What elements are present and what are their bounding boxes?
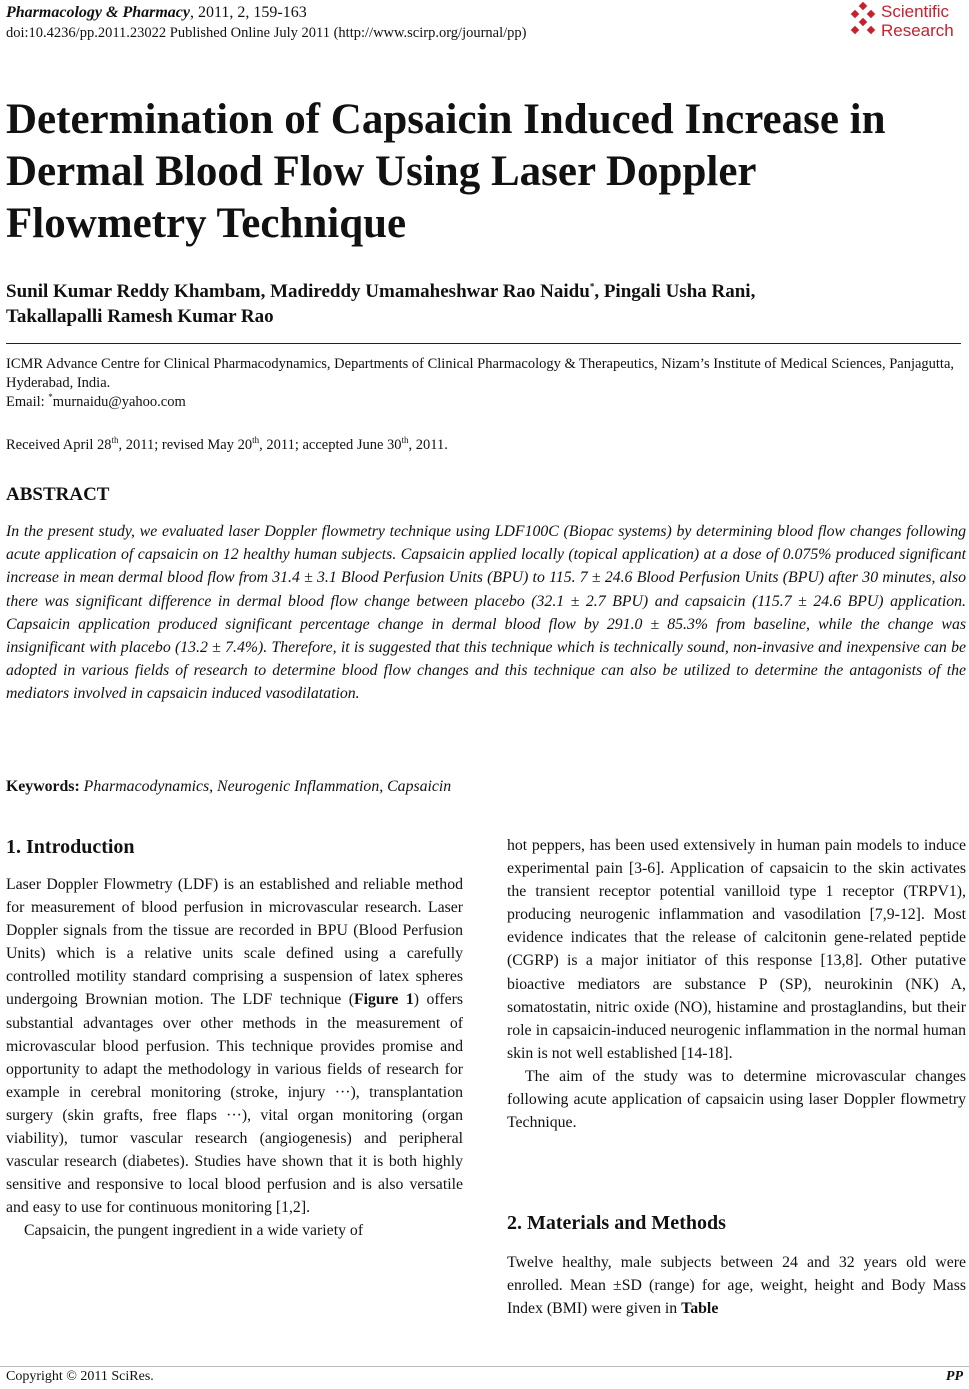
figure-1-link[interactable]: Figure 1 bbox=[353, 991, 414, 1009]
footer-copyright: Copyright © 2011 SciRes. bbox=[6, 1369, 154, 1384]
logo-line-1: Scientific bbox=[881, 2, 950, 21]
keywords-list: Pharmacodynamics, Neurogenic Inflammation, Capsaicin bbox=[83, 778, 452, 795]
section-heading-materials-methods: 2. Materials and Methods bbox=[507, 1212, 726, 1234]
corresponding-mark: * bbox=[589, 281, 595, 292]
right-column bbox=[507, 834, 966, 1134]
methods-p1-text: Twelve healthy, male subjects between 24 and 32 years old were enrolled. Mean ±SD (range) for age, weight, height and Body Mass Index (BMI) were given in bbox=[507, 1254, 966, 1318]
email-address[interactable]: murnaidu@yahoo.com bbox=[52, 394, 186, 410]
received-dates bbox=[6, 436, 448, 455]
intro-paragraph-2: Capsaicin, the pungent ingredient in a wide variety of bbox=[24, 1222, 364, 1240]
author-names-2: , Pingali Usha Rani, bbox=[594, 281, 756, 302]
footer-divider bbox=[0, 1366, 969, 1367]
doi-line: doi:10.4236/pp.2011.23022 Published Online July 2011 (http://www.scirp.org/journal/pp) bbox=[6, 25, 527, 41]
table-link[interactable]: Table bbox=[681, 1300, 719, 1318]
abstract-heading: ABSTRACT bbox=[6, 484, 110, 505]
paper-title: Determination of Capsaicin Induced Increase in Dermal Blood Flow Using Laser Doppler Flowmetry Technique bbox=[6, 96, 886, 247]
accepted-sup: th bbox=[401, 435, 409, 446]
methods-column bbox=[507, 1251, 966, 1320]
affiliation-block bbox=[6, 355, 966, 412]
affiliation: ICMR Advance Centre for Clinical Pharmacodynamics, Departments of Clinical Pharmacology & Therapeutics, Nizam’s Institute of Medical Sciences, Panjagutta, Hyderabad, India. bbox=[6, 356, 955, 391]
publisher-logo-icon bbox=[847, 2, 879, 40]
intro-paragraph-1 bbox=[6, 873, 463, 1219]
journal-citation bbox=[6, 3, 307, 23]
author-line-1 bbox=[6, 279, 966, 304]
journal-name: Pharmacology & Pharmacy bbox=[6, 4, 190, 21]
author-names-1: Sunil Kumar Reddy Khambam, Madireddy Umamaheshwar Rao Naidu bbox=[6, 281, 590, 302]
accepted-year: , 2011. bbox=[408, 437, 448, 453]
section-heading-introduction: 1. Introduction bbox=[6, 836, 135, 858]
revised-date: , 2011; revised May 20 bbox=[118, 437, 253, 453]
keywords-line: Keywords: Pharmacodynamics, Neurogenic Inflammation, Capsaicin bbox=[6, 778, 452, 795]
received-date: Received April 28 bbox=[6, 437, 112, 453]
author-line-2: Takallapalli Ramesh Kumar Rao bbox=[6, 306, 274, 327]
author-list bbox=[6, 279, 966, 329]
methods-paragraph-1 bbox=[507, 1251, 966, 1320]
accepted-date: , 2011; accepted June 30 bbox=[259, 437, 402, 453]
footer-journal-abbr: PP bbox=[945, 1369, 963, 1384]
email-mark: * bbox=[48, 392, 53, 403]
email-label: Email: bbox=[6, 394, 49, 410]
received-sup: th bbox=[111, 435, 119, 446]
intro-paragraph-4: The aim of the study was to determine microvascular changes following acute application of capsaicin using laser Doppler flowmetry Technique. bbox=[507, 1067, 966, 1132]
revised-sup: th bbox=[252, 435, 260, 446]
title-divider bbox=[6, 343, 961, 344]
intro-p1-end: ) offers substantial advantages over other methods in the measurement of microvascular blood perfusion. This technique provides promise and opportunity to adapt the methodology in various fields of research for example in cerebral monitoring (stroke, injury ···), transplantation surgery (skin grafts, free flaps ···), vital organ monitoring (organ viability), tumor vascular research (angiogenesis) and peripheral vascular research (diabetes). Studies have shown that it is both highly sensitive and responsive to local blood perfusion and is also versatile and easy to use for continuous monitoring [1,2]. bbox=[6, 991, 463, 1217]
publisher-logo-text bbox=[881, 2, 954, 40]
intro-p1-start: Laser Doppler Flowmetry (LDF) is an established and reliable method for measurement of blood perfusion in microvascular research. Laser Doppler signals from the tissue are recorded in BPU (Blood Perfusion Units) which is a relative units scale defined using a carefully controlled motility standard comprising a suspension of latex spheres undergoing Brownian motion. The LDF technique ( bbox=[6, 876, 463, 1009]
introduction-column bbox=[6, 873, 463, 1243]
logo-line-2: Research bbox=[881, 21, 954, 40]
email-line bbox=[6, 393, 966, 412]
keywords-label: Keywords bbox=[6, 778, 75, 795]
intro-paragraph-3: hot peppers, has been used extensively in human pain models to induce experimental pain [3-6]. Application of capsaicin to the skin activates the transient receptor potential vanilloid type 1 receptor (TRPV1), producing neurogenic inflammation and vasodilation [7,9-12]. Most evidence indicates that the release of calcitonin gene-related peptide (CGRP) is a major initiator of this response [13,8]. Other putative bioactive mediators are substance P (SP), neurokinin (NK) A, somatostatin, nitric oxide (NO), histamine and prostaglandins, but their role in capsaicin-induced neurogenic inflammation in the normal human skin is not well established [14-18]. bbox=[507, 837, 966, 1062]
journal-volume: , 2011, 2, 159-163 bbox=[189, 4, 307, 21]
abstract-text: In the present study, we evaluated laser Doppler flowmetry technique using LDF100C (Biopac systems) by determining blood flow changes following acute application of capsaicin on 12 healthy human subjects. Capsaicin applied locally (topical application) at a dose of 0.075% produced significant increase in mean dermal blood flow from 31.4 ± 3.1 Blood Perfusion Units (BPU) to 115. 7 ± 24.6 Blood Perfusion Units (BPU) after 30 minutes, also there was significant difference in dermal blood flow change between placebo (32.1 ± 2.7 BPU) and capsaicin (115.7 ± 24.6 BPU) application. Capsaicin application produced significant percentage change in dermal blood flow by 291.0 ± 85.3% from baseline, while the change was insignificant with placebo (13.2 ± 7.4%). Therefore, it is suggested that this technique which is technically sound, non-invasive and inexpensive can be adopted in various fields of research to determine blood flow changes and this technique can also be utilized to determine the antagonists of the mediators involved in capsaicin induced vasodilatation. bbox=[6, 523, 966, 703]
publisher-logo bbox=[847, 2, 965, 44]
